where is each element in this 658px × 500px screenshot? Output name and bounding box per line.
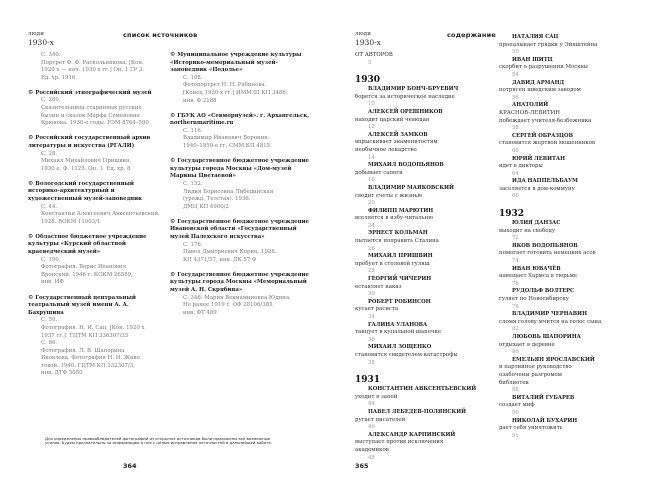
- toc-entry-description: становится свидетелем катастрофы: [355, 351, 458, 358]
- toc-entry[interactable]: [499, 395, 649, 418]
- toc-entry-description: сломя голову мчится на голос сына: [499, 318, 602, 325]
- source-detail: С. 108.: [183, 74, 203, 81]
- toc-entry[interactable]: [355, 432, 505, 462]
- source-entry: [28, 295, 163, 379]
- source-detail: Константин Алексеевич Авксентьевский. 1928. ВОКМ 11003/1: [41, 211, 160, 225]
- toc-page-number: 74: [512, 258, 519, 265]
- source-detail: (урожд. Толстая). 1936.: [183, 196, 251, 203]
- toc-entry-description: идет в дикторы: [499, 163, 543, 170]
- toc-entry[interactable]: [355, 409, 505, 432]
- toc-page-number: 44: [368, 401, 375, 408]
- toc-entry[interactable]: [355, 162, 505, 185]
- sources-column-1: [28, 52, 163, 386]
- toc-page-number: 48: [368, 454, 375, 461]
- source-detail: [Конец 1920-х гг.] ИММЗП КП 3486,: [183, 89, 288, 96]
- source-detail: Владимир Иванович Воронин.: [183, 135, 270, 142]
- toc-page-number: 91: [512, 432, 519, 439]
- toc-entry-description: навещает Хармса в тюрьме: [499, 273, 577, 280]
- toc-page-number: 60: [512, 147, 519, 154]
- toc-entry-description: академиков: [355, 446, 389, 453]
- toc-entry-name: ЮЛИЯ ДАНЗАС: [512, 220, 561, 227]
- toc-entry[interactable]: [499, 311, 649, 334]
- toc-entry-description: дает себя уничтожить: [499, 425, 563, 432]
- toc-entry[interactable]: [499, 288, 649, 311]
- toc-entry[interactable]: [499, 57, 649, 80]
- toc-entry-description: находит царский чемодан: [355, 116, 430, 123]
- source-detail: Михаил Михайлович Пришвин.: [41, 158, 132, 165]
- toc-column-2: [499, 34, 649, 440]
- toc-year-heading: 1932: [499, 209, 525, 220]
- toc-page-number: 72: [512, 235, 519, 242]
- source-holder: © Государственный центральный театральный музей имени А. А. Бахрушина: [28, 294, 136, 316]
- source-entry: [28, 181, 163, 227]
- source-detail: С. 346. Мария Вениаминовна Юдина.: [183, 294, 291, 301]
- toc-page-number: 56: [512, 94, 519, 101]
- toc-entry-description: добывает сапоги: [355, 169, 403, 176]
- source-detail: инв. ИФ: [41, 279, 64, 286]
- toc-page-number: 82: [512, 326, 519, 333]
- toc-entry-description: отдыхает в деревне: [499, 341, 555, 348]
- toc-page-number: 30: [368, 291, 375, 298]
- source-holder: © Государственное бюджетное учреждение культуры города Москвы «Дом-музей Марины Цветаевой»: [170, 158, 309, 180]
- source-entry: [28, 52, 163, 82]
- source-detail: инв. ФТ 489: [183, 309, 217, 316]
- toc-entry-description: ругает писателей: [355, 416, 406, 423]
- toc-entry-name: НИКОЛАЙ БУХАРИН: [512, 417, 578, 424]
- toc-entry-description: побеждает учителя-безбожника: [499, 117, 592, 124]
- toc-entry-description: оставляет наказ: [355, 283, 402, 290]
- toc-entry-name: АНАТОЛИЙ: [512, 102, 549, 109]
- toc-column-1: [355, 52, 505, 462]
- toc-entry-name: АЛЕКСЕЙ ЗАМКОВ: [368, 131, 428, 138]
- toc-entry[interactable]: [355, 276, 505, 299]
- toc-entry-name: ВЛАДИМИР ЧЕРНАВИН: [512, 311, 587, 318]
- source-detail: КП 4371/57, инв. ДК 57 Ф: [183, 256, 257, 263]
- source-detail: Портрет Ф. Ф. Раскольникова. [Кон.: [41, 59, 144, 66]
- toc-entry-description: потрясен шведским заводом: [499, 87, 581, 94]
- source-detail: инв. Ф 2188: [183, 97, 217, 104]
- source-detail: ДМЦ КП 4900/2: [183, 203, 229, 210]
- toc-page-number: 24: [368, 222, 375, 229]
- toc-entry-name: НАТАЛИЯ САЦ: [512, 34, 559, 40]
- toc-entry-description: впрыскивает знаменитостям: [355, 139, 438, 146]
- toc-entry-description: помогает готовить немецких асов: [499, 250, 596, 257]
- source-detail: Лидия Борисовна Либединская: [183, 188, 274, 195]
- source-detail: Павел Дмитриевич Корин. 1928.: [183, 249, 277, 256]
- toc-entry-description: борется за историческое наследие: [355, 93, 455, 100]
- page-number: 365: [355, 462, 369, 470]
- toc-entry[interactable]: [355, 344, 505, 367]
- toc-entry-name: ИДА НАППЕЛЬБАУМ: [512, 178, 578, 185]
- toc-entry-name: ИВАН ЮВАЧЁВ: [512, 265, 561, 272]
- toc-entry-description: становится жертвой мошенников: [499, 140, 596, 147]
- toc-page-number: 10: [368, 101, 375, 108]
- toc-entry-name: СЕРГЕЙ ОБРАЗЦОВ: [512, 132, 573, 139]
- toc-page-number: 78: [512, 303, 519, 310]
- toc-page-number: 86: [512, 349, 519, 356]
- toc-page-number: 90: [512, 409, 519, 416]
- source-detail: Не ранее 1919 г. ОФ 28106/385,: [183, 302, 275, 309]
- source-holder: © ГБУК АО «Севморнузей». г. Архангельск, northernmaritime.ru: [170, 112, 310, 127]
- source-detail: Фотография. Л. В. Шапорина: [41, 347, 125, 354]
- source-holder: © Вологодский государственный историко-архитектурный и художественный музей-заповедник: [28, 180, 143, 202]
- toc-page-number: 64: [512, 170, 519, 177]
- toc-entry[interactable]: [499, 357, 649, 395]
- toc-entry[interactable]: [355, 386, 505, 409]
- toc-entry[interactable]: [355, 86, 505, 109]
- footnote: Для определения правообладателей фотографий из открытых источников были приложены все возможные усилия. Будем признательны за информацию о них с целью исправления неточностей в дальнейшей работе.: [45, 436, 273, 446]
- source-detail: Фотопортрет Н. Н. Рабинова.: [183, 82, 267, 89]
- toc-entry-name: ЯКОВ ВОДОПЬЯНОВ: [512, 242, 578, 249]
- source-detail: Ед. хр. 1916: [41, 74, 76, 81]
- sources-column-2: [170, 52, 310, 325]
- toc-entry[interactable]: [355, 230, 505, 253]
- toc-page-number: 5: [368, 59, 372, 66]
- toc-page-number: 34: [368, 314, 375, 320]
- source-detail: С. 28.: [41, 150, 58, 157]
- source-holder: © Муниципальное учреждение культуры «Историко-мемориальный музей-заповедник «Подолье»: [170, 52, 302, 74]
- toc-entry-name: ЛЮБОВЬ ШАПОРИНА: [512, 333, 581, 340]
- source-detail: 1940–1950-е гг. СММ КП 4815: [183, 143, 271, 150]
- toc-page-number: 16: [368, 177, 375, 184]
- toc-entry-description: сводит счеты с жизнью: [355, 192, 423, 199]
- source-holder: © Российский этнографический музей: [28, 89, 152, 96]
- source-detail: 1930 е. Ф. 1125. Оп. 1. Ед. хр. 8: [41, 165, 131, 172]
- toc-entry-name: ИВАН ШИТЦ: [512, 56, 553, 63]
- source-detail: Фотография. Борис Иванович: [41, 264, 127, 271]
- source-holder: © Государственное бюджетное учреждение культуры города Москвы «Мемориальный музей А. Н. Скрябина»: [170, 271, 309, 294]
- toc-entry-name: ЮРИЙ ЛЕВИТАН: [512, 155, 565, 162]
- toc-page-number: 50: [512, 49, 519, 56]
- toc-entry-name: МИХАИЛ ПРИШВИН: [368, 253, 433, 260]
- toc-entry-name: МИХАИЛ ВОДОПЬЯНОВ: [368, 162, 444, 169]
- toc-entry[interactable]: [355, 109, 505, 132]
- source-entry: [170, 158, 310, 211]
- toc-entry-description: пробует в столовой гуляш: [355, 260, 430, 267]
- toc-page-number: 36: [368, 336, 375, 343]
- toc-entry[interactable]: [355, 253, 505, 276]
- source-detail: С. 280.: [41, 97, 61, 104]
- toc-entry[interactable]: [355, 185, 505, 208]
- source-detail: С. 176.: [183, 241, 203, 248]
- source-detail: Крюкова. 1930-е годы. РЭМ 8764–590: [41, 120, 149, 127]
- toc-page-number: 20: [368, 200, 375, 207]
- source-detail: Сказительница старинных русских: [41, 105, 142, 112]
- toc-entry-name: ДАВИД АРМАНД: [512, 79, 565, 86]
- source-detail: С. 116.: [183, 127, 203, 134]
- toc-page-number: 46: [368, 424, 375, 431]
- source-detail: С. 50.: [41, 317, 58, 324]
- source-entry: [28, 234, 163, 287]
- toc-entry-description: библиотек: [499, 379, 529, 386]
- toc-entry-description: пропалывает грядки у Эйнштейна: [499, 41, 598, 48]
- running-label: люди: [355, 31, 372, 37]
- toc-entry[interactable]: [355, 208, 505, 231]
- source-detail: 1920 х — нач. 1930 х гг.] Оп. 1 ГР 3.: [41, 67, 145, 74]
- toc-entry-description: и партийное руководство: [499, 364, 572, 371]
- source-detail: товой. 1940. ГЦТМ КП 332307/3,: [41, 362, 135, 369]
- toc-entry-name: КОНСТАНТИН АВКСЕНТЬЕВСКИЙ: [368, 386, 477, 393]
- source-holder: © Государственное бюджетное учреждение Ивановской области «Государственный музей Палехского искусства»: [170, 218, 309, 240]
- toc-entry-name: ПАВЕЛ ЛЕБЕДЕВ-ПОЛЯНСКИЙ: [368, 408, 467, 415]
- toc-entry[interactable]: [499, 243, 649, 266]
- source-detail: инв. ДТФ 5050: [41, 370, 83, 377]
- toc-entry-name: ГЕОРГИЙ ЧИЧЕРИН: [368, 276, 432, 283]
- toc-page-number: 26: [368, 245, 375, 252]
- page-title: содержание: [447, 31, 496, 39]
- toc-entry[interactable]: [499, 266, 649, 289]
- source-holder: © Российский государственный архив литературы и искусства (РГАЛИ): [28, 135, 151, 149]
- source-detail: С. 190.: [41, 256, 61, 263]
- source-detail: 1937 гг.]. ГЦТМ КП 336307/35: [41, 332, 129, 339]
- toc-entry-name: ФИЛИПП МАРЮТИН: [368, 207, 434, 214]
- toc-entry[interactable]: [499, 133, 649, 156]
- toc-page-number: 66: [512, 193, 519, 200]
- page-title: список источников: [123, 31, 198, 39]
- toc-entry-description: пытается поправить Сталина: [355, 238, 439, 245]
- toc-entry-description: КРАСНОВ-ЛЕВИТИН: [499, 109, 561, 116]
- source-entry: [170, 219, 310, 265]
- toc-entry-description: озабочены разгромом: [499, 371, 562, 378]
- toc-entry-name: МИХАИЛ ЗОЩЕНКО: [368, 344, 432, 351]
- source-detail: С. 44.: [41, 203, 58, 210]
- running-subtitle: 1930-х: [28, 38, 54, 47]
- toc-entry[interactable]: [499, 34, 649, 57]
- running-subtitle: 1930-х: [355, 38, 381, 47]
- toc-entry-name: АЛЕКСЕЙ ОРЕШНИКОВ: [368, 108, 443, 115]
- toc-entry-description: танцует в купальной шапочке: [355, 329, 442, 336]
- running-label: люди: [28, 31, 45, 37]
- right-page: [329, 0, 658, 500]
- toc-entry-description: кусает расиста: [355, 306, 399, 313]
- toc-entry-name: ГАЛИНА УЛАНОВА: [368, 321, 428, 328]
- toc-page-number: 38: [368, 359, 375, 366]
- source-entry: [170, 52, 310, 105]
- toc-entry[interactable]: [499, 418, 649, 441]
- toc-entry[interactable]: [499, 156, 649, 179]
- source-detail: С. 86.: [41, 340, 58, 347]
- toc-page-number: 14: [368, 154, 375, 161]
- toc-entry-description: выходит на свободу: [499, 227, 556, 234]
- toc-year-heading: 1930: [355, 75, 381, 86]
- toc-entry[interactable]: [499, 80, 649, 103]
- toc-entry-name: РУДОЛЬФ ВОЛТЕРС: [512, 288, 575, 295]
- toc-entry-description: скорбит о разрушении Москвы: [499, 64, 588, 71]
- source-detail: былин и сказок Марфа Семеновна: [41, 112, 140, 119]
- toc-entry-description: вселяется в избу-читальню: [355, 215, 433, 222]
- toc-entry-name: ЭРНЕСТ КОЛЬМАН: [368, 230, 428, 237]
- toc-entry[interactable]: [355, 322, 505, 345]
- toc-entry-description: уходит в запой: [355, 393, 398, 400]
- source-detail: Яковлева. Фотография Н. И. Живо: [41, 355, 140, 362]
- toc-entry[interactable]: [499, 334, 649, 357]
- toc-entry-name: АЛЕКСАНДР КАРПИНСКИЙ: [368, 431, 456, 438]
- source-holder: © Областное бюджетное учреждение культуры «Курский областной краеведческий музей»: [28, 233, 147, 256]
- toc-year-heading: 1931: [355, 375, 381, 386]
- toc-entry-name: ВИТАЛИЙ ГУБАРЕВ: [512, 394, 575, 401]
- toc-entry-description: заселяется в дом-коммуну: [499, 185, 575, 192]
- source-detail: Фотография. Н. И. Сац. [Кон. 1920 х: [41, 324, 145, 331]
- source-detail: С. 340.: [41, 52, 61, 58]
- source-entry: [170, 113, 310, 151]
- toc-front-matter[interactable]: ОТ АВТОРОВ: [355, 52, 393, 58]
- toc-entry-description: выступает против исключения: [355, 439, 444, 446]
- toc-entry[interactable]: [355, 299, 505, 322]
- toc-entry-name: ВЛАДИМИР МАЯКОВСКИЙ: [368, 184, 454, 191]
- toc-entry-description: необычное лекарство: [355, 146, 417, 153]
- toc-entry-name: ЕМЕЛЬЯН ЯРОСЛАВСКИЙ: [512, 356, 595, 363]
- toc-entry[interactable]: [499, 102, 649, 132]
- toc-page-number: 88: [512, 387, 519, 394]
- toc-page-number: 54: [512, 71, 519, 78]
- toc-entry-name: РОБЕРТ РОБИНСОН: [368, 298, 431, 305]
- source-entry: [28, 90, 163, 128]
- toc-entry[interactable]: [499, 220, 649, 243]
- toc-page-number: 12: [368, 124, 375, 131]
- toc-entry-description: гуляет по Новосибирску: [499, 296, 569, 302]
- source-detail: С. 152.: [183, 180, 203, 187]
- toc-page-number: 58: [512, 125, 519, 132]
- page-number: 364: [123, 462, 137, 470]
- toc-entry[interactable]: [355, 132, 505, 162]
- toc-page-number: 28: [368, 268, 375, 275]
- toc-entry[interactable]: [499, 178, 649, 201]
- toc-page-number: 76: [512, 280, 519, 287]
- source-entry: [170, 272, 310, 318]
- toc-entry-description: создает миф: [499, 402, 535, 409]
- toc-entry-name: ВЛАДИМИР БОНЧ-БРУЕВИЧ: [368, 86, 459, 93]
- source-detail: Вронский. 1946 г. КОКМ 26589,: [41, 271, 133, 278]
- source-entry: [28, 135, 163, 173]
